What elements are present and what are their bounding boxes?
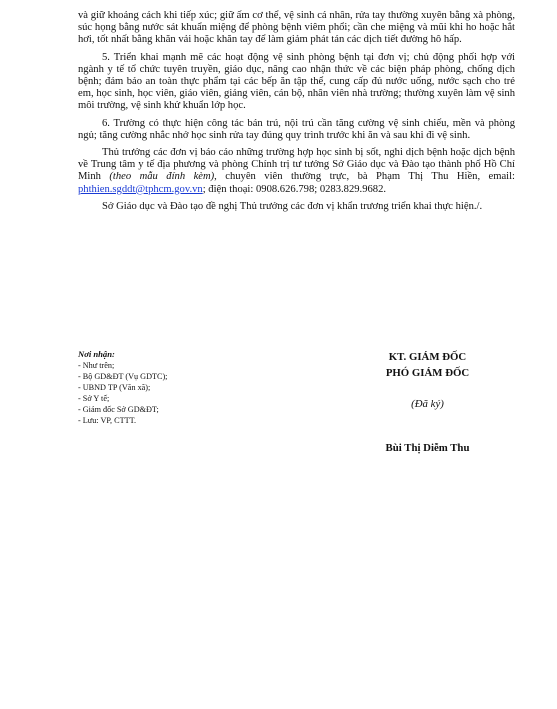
recipient-item: - Giám đốc Sở GD&ĐT;: [78, 405, 159, 414]
recipient-item: - Lưu: VP, CTTT.: [78, 416, 137, 425]
email-link[interactable]: phthien.sgddt@tphcm.gov.vn: [78, 183, 203, 195]
signer-name: Bùi Thị Diễm Thu: [385, 442, 470, 454]
recipient-item: - Sở Y tế;: [78, 394, 110, 403]
signature-title-vice-director: PHÓ GIÁM ĐỐC: [385, 367, 470, 379]
signature-block: [340, 349, 515, 455]
signed-note: (Đã ký): [411, 398, 444, 410]
reporting-text-a: Thủ trưởng các đơn vị báo cáo những trường hợp học sinh bị sốt, nghi dịch bệnh hoặc dịch bệnh về Trung tâm y tế địa phương và phòng Chính trị tư tưởng Sở Giáo dục và Đào tạo thành phố Hồ Chí Minh: [78, 147, 515, 183]
paragraph-item-6: 6. Trường có thực hiện công tác bán trú, nội trú cần tăng cường vệ sinh chiếu, mền và phòng ngủ; tăng cường nhắc nhở học sinh rửa tay đúng quy trình trước khi ăn và sau khi đi vệ sinh.: [78, 117, 515, 141]
recipients-block: [78, 349, 308, 426]
recipient-item: - Như trên;: [78, 361, 115, 370]
paragraph-closing-request: Sở Giáo dục và Đào tạo đề nghị Thủ trưởng các đơn vị khẩn trương triển khai thực hiện./.: [102, 200, 483, 212]
paragraph-item-5: 5. Triển khai mạnh mẽ các hoạt động vệ sinh phòng bệnh tại đơn vị; chủ động phối hợp với ngành y tế tổ chức tuyên truyền, giáo dục, nâng cao nhận thức về các biện pháp phòng, chống dịch bệnh; đảm bảo an toàn thực phẩm tại các bếp ăn tập thể, cung cấp đủ nước uống, nước sạch cho trẻ em, học sinh, học viên, giáo viên, giảng viên, cán bộ, nhân viên nhà trường; thường xuyên làm vệ sinh môi trường, vệ sinh khử khuẩn lớp học.: [78, 51, 515, 112]
recipient-item: - UBND TP (Văn xã);: [78, 383, 151, 392]
recipients-list: [78, 360, 308, 426]
recipient-item: - Bộ GD&ĐT (Vụ GDTC);: [78, 372, 168, 381]
paragraph-reporting: [78, 147, 515, 196]
document-body: [78, 10, 515, 218]
reporting-text-c: ; điện thoại: 0908.626.798; 0283.829.9682.: [202, 183, 387, 195]
reporting-text-b: , chuyên viên thường trực, bà Phạm Thị Thu Hiền, email:: [214, 171, 516, 183]
signature-title-deputy: KT. GIÁM ĐỐC: [388, 351, 467, 363]
paragraph-hygiene-continued: và giữ khoảng cách khi tiếp xúc; giữ ấm cơ thể, vệ sinh cá nhân, rửa tay thường xuyên bằng xà phòng, súc họng bằng nước sát khuẩn miệng để phòng bệnh viêm phổi; cần che miệng và mũi khi ho hoặc hắt hơi, tốt nhất bằng khăn vải hoặc khăn tay để làm giảm phát tán các dịch tiết đường hô hấp.: [78, 10, 515, 46]
reporting-template-note: (theo mẫu đính kèm): [109, 171, 215, 183]
recipients-heading: Nơi nhận:: [78, 349, 115, 359]
